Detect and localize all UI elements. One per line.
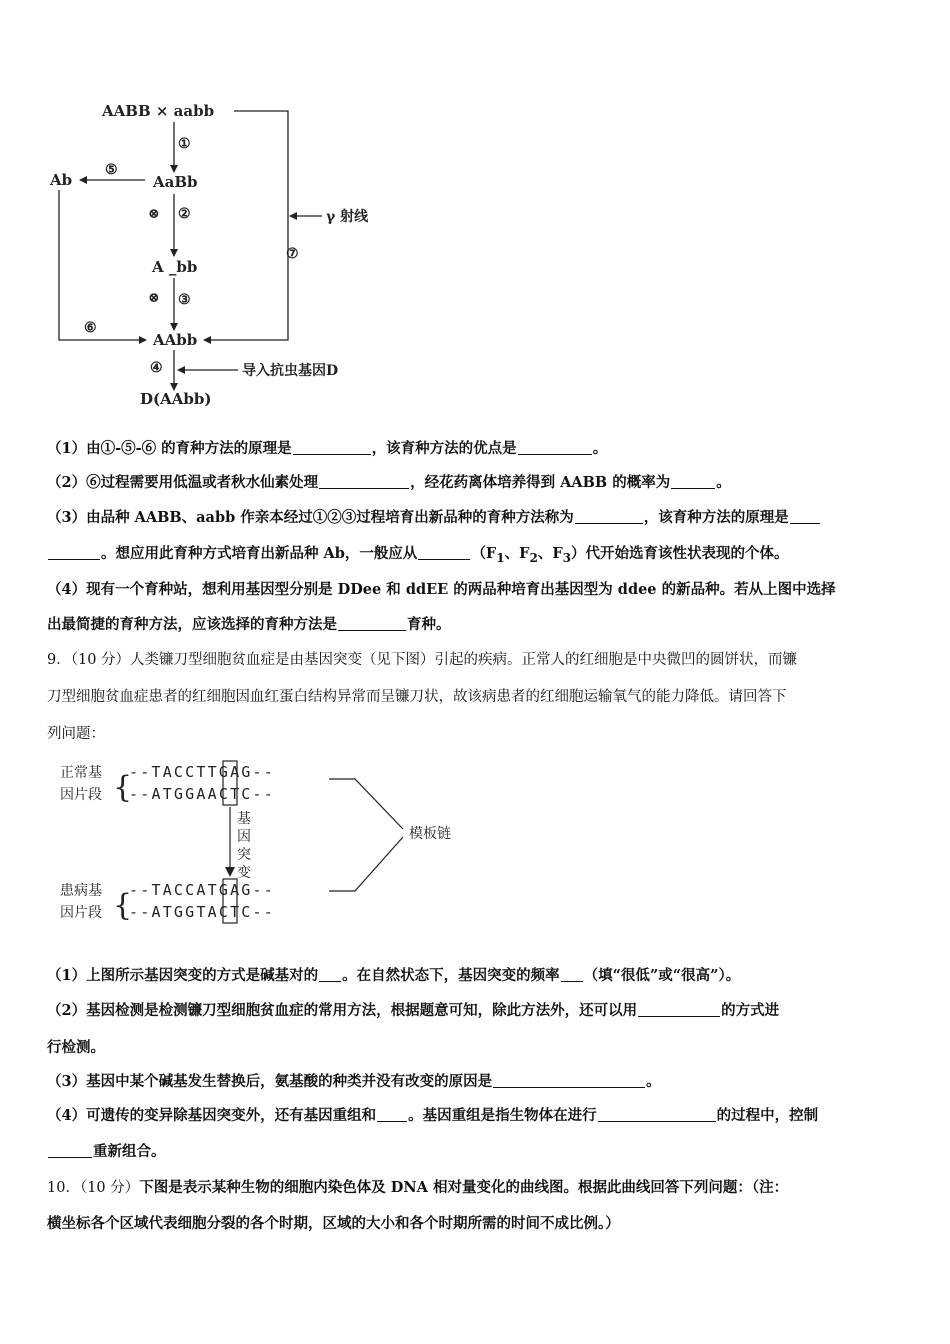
q9-part2-line1: （2）基因检测是检测镰刀型细胞贫血症的常用方法，根据题意可知，除此方法外，还可以用 的方式进 xyxy=(47,1002,780,1019)
q10-intro-line2: 横坐标各个区域代表细胞分裂的各个时期，区域的大小和各个时期所需的时间不成比例。） xyxy=(47,1215,620,1232)
q9-part4-line1: （4）可遗传的变异除基因突变外，还有基因重组和 。基因重组是指生物体在进行 的过程中，控制 xyxy=(47,1107,819,1124)
arrow-step7 xyxy=(204,111,288,340)
step7-label: ⑦ xyxy=(286,246,299,262)
patient-label-2: 因片段 xyxy=(60,905,102,921)
mutation-char3: 突 xyxy=(237,847,251,863)
q8-blank-3[interactable] xyxy=(319,474,409,490)
q9-blank-4[interactable] xyxy=(493,1073,645,1089)
q9-intro-line3: 列问题： xyxy=(47,726,105,742)
patient-bracket: { xyxy=(113,888,133,923)
self-cross-3: ⊗ xyxy=(148,290,160,306)
q8-blank-6[interactable] xyxy=(790,509,820,525)
mutation-char4: 变 xyxy=(237,865,251,881)
q9-blank-5[interactable] xyxy=(377,1107,407,1123)
normal-top-strand: --TACCTTGAG-- xyxy=(129,763,275,781)
q9-blank-2[interactable] xyxy=(561,967,583,983)
self-cross-2: ⊗ xyxy=(148,206,160,222)
normal-label-1: 正常基 xyxy=(60,765,102,781)
template-pointer-patient xyxy=(329,837,403,891)
step1-label: ① xyxy=(178,136,191,152)
mutation-arrowhead xyxy=(225,867,235,877)
q8-part4-line1: （4）现有一个育种站，想利用基因型分别是 DDee 和 ddEE 的两品种培育出基因型为 ddee 的新品种。若从上图中选择 xyxy=(47,581,836,598)
q8-blank-1[interactable] xyxy=(293,440,371,456)
step3-label: ③ xyxy=(178,292,191,308)
step6-label: ⑥ xyxy=(84,320,97,336)
a-bb-label: A _bb xyxy=(152,258,198,276)
parents-label: AABB × aabb xyxy=(102,102,215,120)
q9-part4-line2: 重新组合。 xyxy=(47,1140,166,1161)
q8-part2: （2）⑥过程需要用低温或者秋水仙素处理 ，经花药离体培养得到 AABB 的概率为 。 xyxy=(47,474,731,491)
mutation-char2: 因 xyxy=(237,829,251,845)
gamma-label: γ 射线 xyxy=(326,209,369,225)
arrow-step6 xyxy=(59,190,146,340)
ab-label: Ab xyxy=(50,171,73,189)
q9-part3: （3）基因中某个碱基发生替换后，氨基酸的种类并没有改变的原因是 。 xyxy=(47,1073,661,1090)
q9-blank-7[interactable] xyxy=(48,1143,92,1159)
patient-top-strand: --TACCATGAG-- xyxy=(129,881,275,899)
q9-blank-3[interactable] xyxy=(638,1002,720,1018)
patient-bottom-strand: --ATGGTACTC-- xyxy=(129,903,275,921)
q8-blank-7[interactable] xyxy=(418,545,470,561)
normal-bottom-strand: --ATGGAACTC-- xyxy=(129,785,275,803)
q8-blank-6-cont[interactable] xyxy=(48,545,100,561)
q9-blank-1[interactable] xyxy=(319,967,341,983)
q9-intro-line2: 刀型细胞贫血症患者的红细胞因血红蛋白结构异常而呈镰刀状，故该病患者的红细胞运输氧气的能力降低。请回答下 xyxy=(47,689,787,705)
q9-blank-6[interactable] xyxy=(598,1107,716,1123)
q9-intro-line1: 9．（10 分）人类镰刀型细胞贫血症是由基因突变（见下图）引起的疾病。正常人的红细胞是中央微凹的圆饼状，而镰 xyxy=(47,652,798,668)
patient-label-1: 患病基 xyxy=(60,883,102,899)
breeding-diagram xyxy=(40,92,400,412)
step4-label: ④ xyxy=(150,360,163,376)
insert-gene-label: 导入抗虫基因D xyxy=(242,363,339,379)
q8-part3-line1: （3）由品种 AABB、aabb 作亲本经过①②③过程培育出新品种的育种方法称为 ，该育种方法的原理是 xyxy=(47,506,821,527)
template-label: 模板链 xyxy=(409,826,451,842)
d-product-label: D(AAbb) xyxy=(140,390,212,408)
q8-part4-line2: 出最简捷的育种方法，应该选择的育种方法是 育种。 xyxy=(47,616,451,633)
f1-label: AaBb xyxy=(153,173,198,191)
q9-part2-line2: 行检测。 xyxy=(47,1039,105,1056)
normal-bracket: { xyxy=(113,770,133,805)
step2-label: ② xyxy=(178,206,191,222)
mutation-char1: 基 xyxy=(237,811,251,827)
step5-label: ⑤ xyxy=(105,162,118,178)
q8-blank-5[interactable] xyxy=(575,509,643,525)
q8-part1: （1）由①-⑤-⑥ 的育种方法的原理是 ，该育种方法的优点是 。 xyxy=(47,440,608,457)
aabb-target-label: AAbb xyxy=(153,331,198,349)
template-pointer-normal xyxy=(329,779,403,829)
normal-label-2: 因片段 xyxy=(60,787,102,803)
q8-part3-line2: 。想应用此育种方式培育出新品种 Ab，一般应从 （$F_1$、$F_2$、$F_3$）代开始选育该性状表现的个体。 xyxy=(47,542,789,565)
gene-mutation-diagram xyxy=(55,755,485,935)
q8-blank-8[interactable] xyxy=(338,616,406,632)
q8-blank-4[interactable] xyxy=(671,474,715,490)
q8-blank-2[interactable] xyxy=(518,440,592,456)
q9-part1: （1）上图所示基因突变的方式是碱基对的 。在自然状态下，基因突变的频率 （填“很低”或“很高”）。 xyxy=(47,967,741,984)
q10-intro-line1: 10．（10 分）下图是表示某种生物的细胞内染色体及 DNA 相对量变化的曲线图。根据此曲线回答下列问题：（注： xyxy=(47,1179,789,1196)
